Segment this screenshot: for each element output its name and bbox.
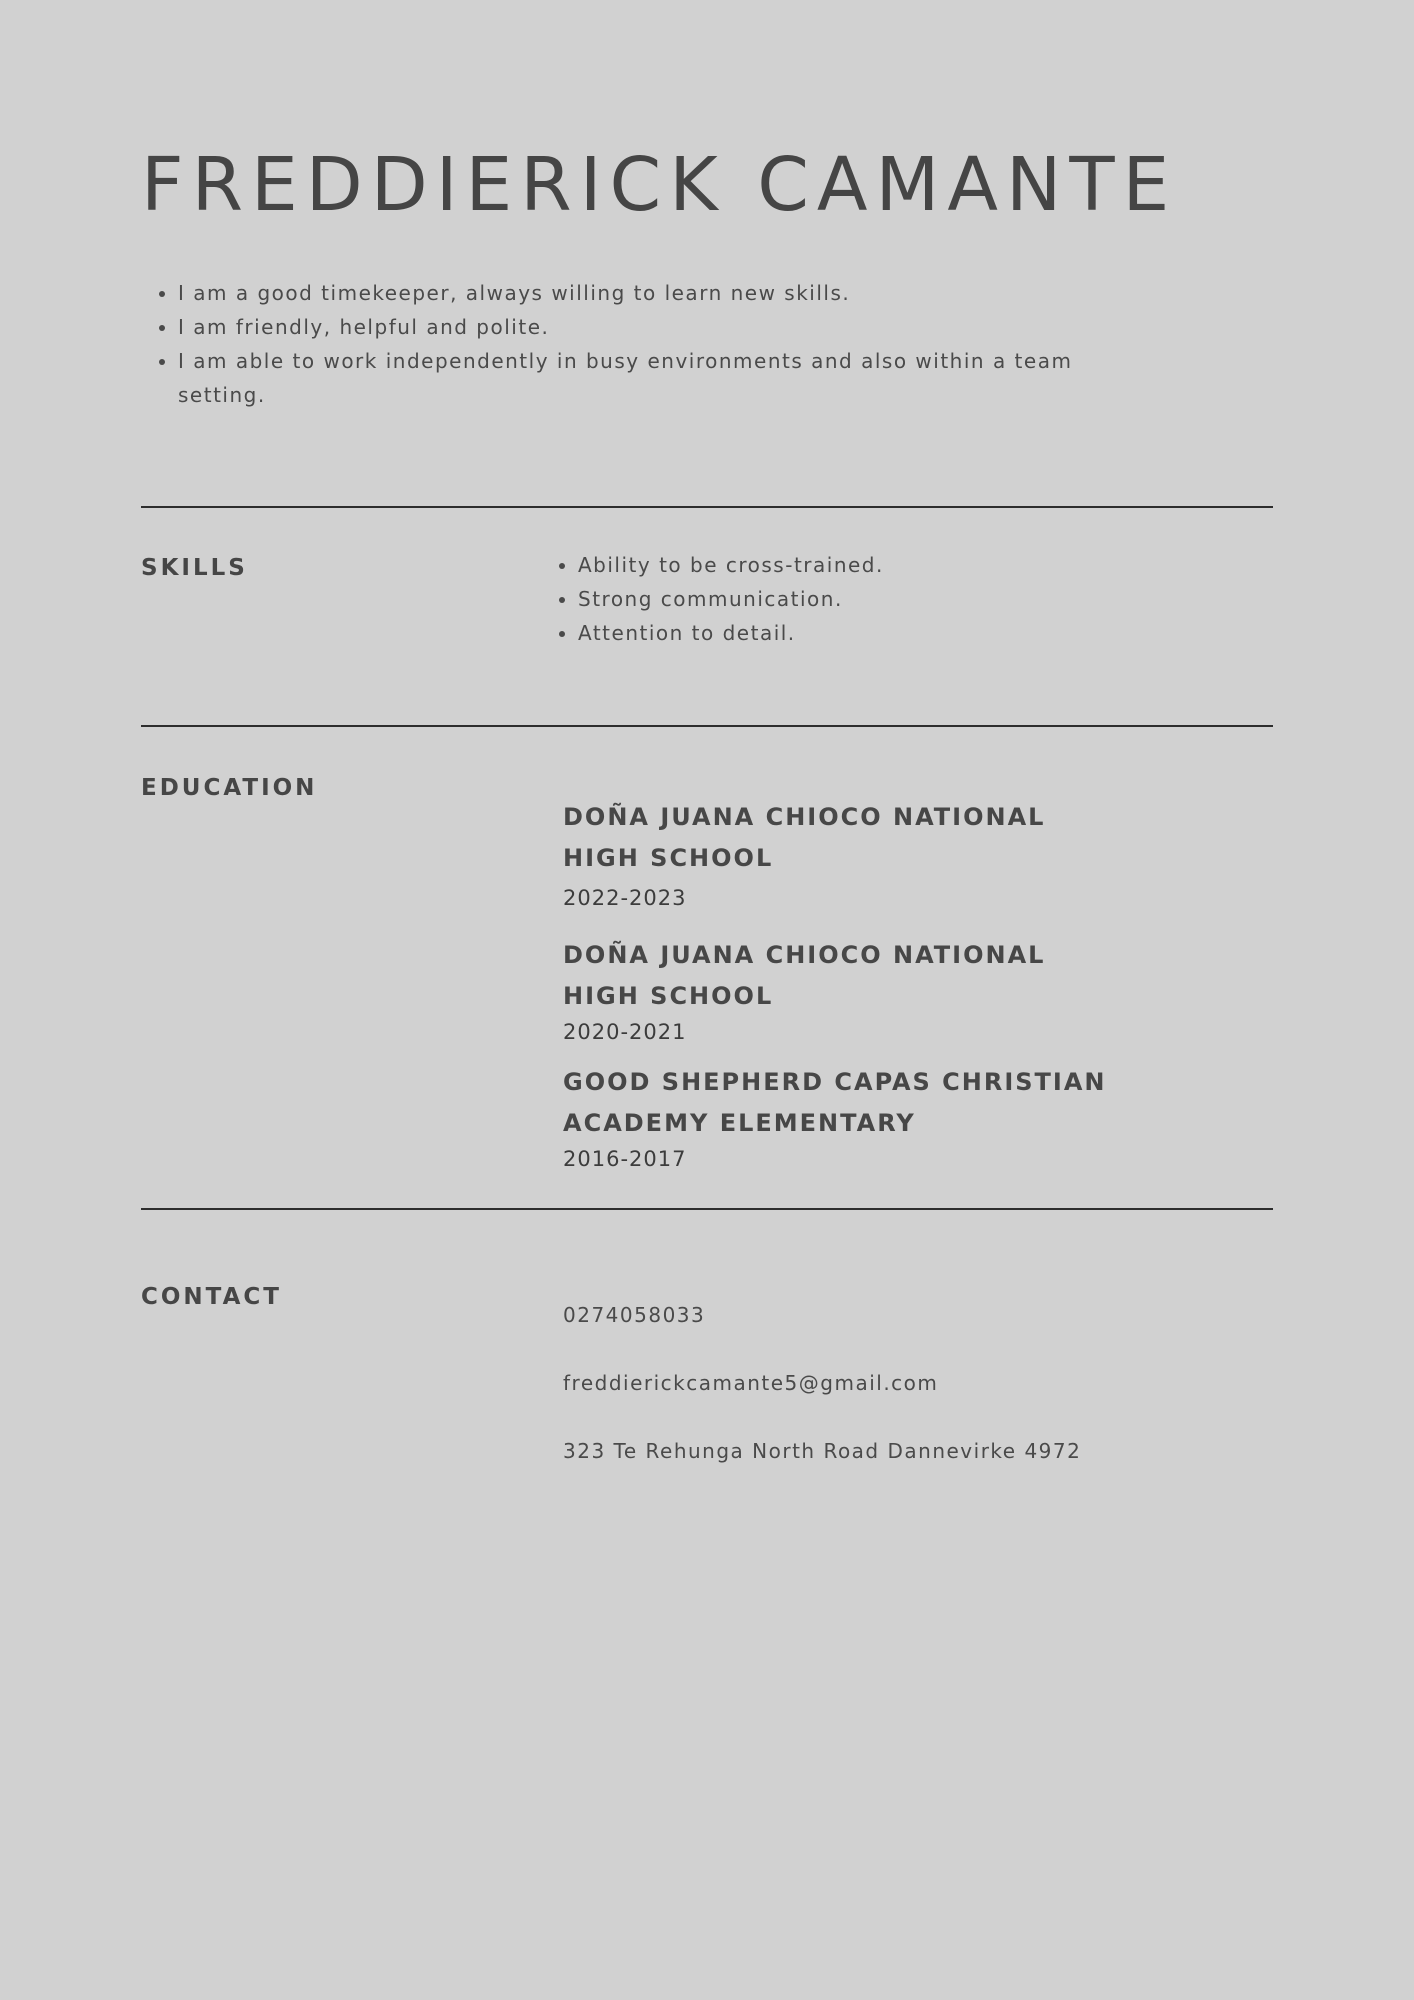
school-name: DOÑA JUANA CHIOCO NATIONAL HIGH SCHOOL (563, 941, 1046, 1010)
skills-list (541, 548, 884, 650)
skill-item: • Attention to detail. (578, 616, 884, 650)
education-entry (563, 797, 1123, 913)
section-divider (141, 725, 1273, 727)
section-divider (141, 506, 1273, 508)
resume-name: FREDDIERICK CAMANTE (141, 142, 1178, 228)
education-heading: EDUCATION (141, 775, 318, 801)
skill-item: • Ability to be cross-trained. (578, 548, 884, 582)
education-entry (563, 935, 1123, 1047)
school-years: 2020-2021 (563, 1020, 687, 1044)
summary-list (141, 276, 1158, 412)
summary-item: • I am able to work independently in busy environments and also within a team setting. (178, 344, 1158, 412)
summary-item: • I am a good timekeeper, always willing to learn new skills. (178, 276, 1158, 310)
contact-address: 323 Te Rehunga North Road Dannevirke 4972 (563, 1439, 1082, 1463)
school-name: DOÑA JUANA CHIOCO NATIONAL HIGH SCHOOL (563, 803, 1046, 872)
school-years: 2016-2017 (563, 1147, 687, 1171)
education-entry (563, 1062, 1123, 1174)
section-divider (141, 1208, 1273, 1210)
contact-heading: CONTACT (141, 1284, 282, 1310)
school-name: GOOD SHEPHERD CAPAS CHRISTIAN ACADEMY ELEMENTARY (563, 1068, 1107, 1137)
contact-email: freddierickcamante5@gmail.com (563, 1371, 939, 1395)
school-years: 2022-2023 (563, 886, 687, 910)
skill-item: • Strong communication. (578, 582, 884, 616)
contact-phone: 0274058033 (563, 1303, 706, 1327)
skills-heading: SKILLS (141, 555, 248, 581)
summary-item: • I am friendly, helpful and polite. (178, 310, 1158, 344)
